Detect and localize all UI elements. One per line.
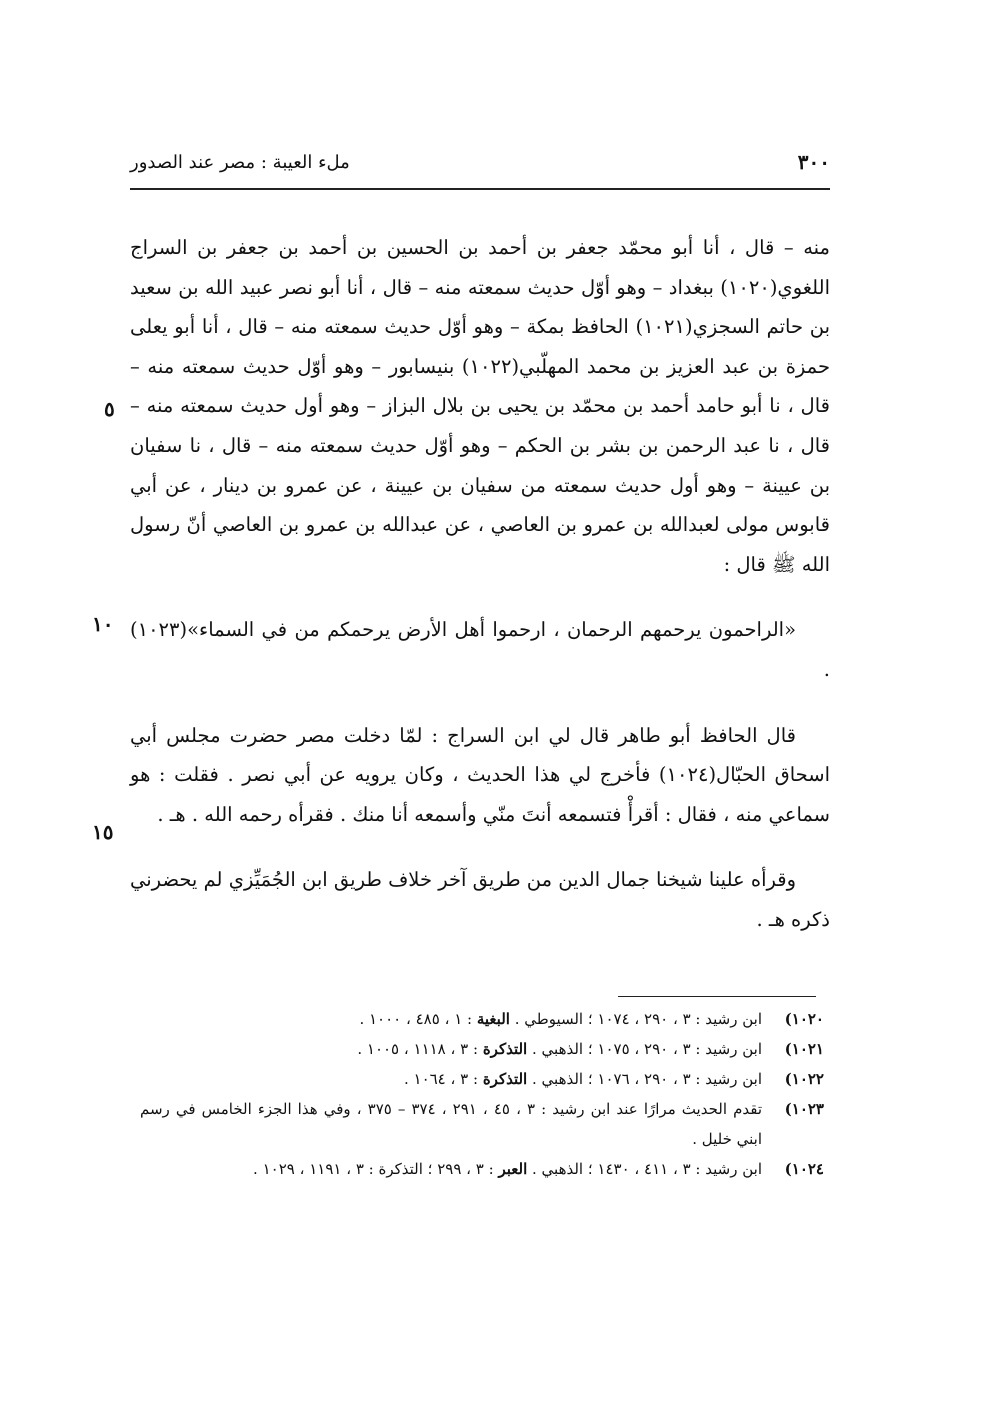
footnote-text: : ١ ، ٤٨٥ ، ١٠٠٠ . [359,1010,473,1028]
footnote-text: تقدم الحديث مرارًا عند ابن رشيد : ٣ ، ٤٥ ، ٢٩١ ، ٣٧٤ – ٣٧٥ ، وفي هذا الجزء الخامس في رسم ابني خليل . [140,1100,763,1148]
running-title: ملء العيبة : مصر عند الصدور [130,152,350,173]
paragraph-gap [130,834,830,860]
footnote-text: ابن رشيد : ٣ ، ٢٩٠ ، ١٠٧٦ ؛ الذهبي . [532,1070,762,1088]
footnote [140,1004,824,1034]
narration-paragraph: قال الحافظ أبو طاهر قال لي ابن السراج : لمّا دخلت مصر حضرت مجلس أبي اسحاق الحبّال(١٠٢٤) فأخرج لي هذا الحديث ، وكان يرويه عن أبي نصر . فقلت : هو سماعي منه ، فقال : أقرأْ فتسمعه أنتَ منّي وأسمعه أنا منك . فقرأه رحمه الله . هـ . [130,723,830,826]
footnote-text: ابن رشيد : ٣ ، ٤١١ ، ١٤٣٠ ؛ الذهبي . [532,1160,762,1178]
footnote-source-title: التذكرة [482,1040,528,1058]
footnote-number: ١٠٢٣) [784,1100,824,1118]
footnotes [140,1004,824,1184]
footnote-source-title: البغية [476,1010,510,1028]
footnote-text: ابن رشيد : ٣ ، ٢٩٠ ، ١٠٧٤ ؛ السيوطي . [514,1010,762,1028]
page-number: ٣٠٠ [797,150,830,174]
footnote-separator [618,996,816,997]
page-header [130,150,830,186]
footnote-text: : ٣ ، ٢٩٩ ؛ التذكرة : ٣ ، ١١٩١ ، ١٠٢٩ . [253,1160,494,1178]
footnote [140,1154,824,1184]
footnote-number: ١٠٢١) [784,1040,824,1058]
footnote [140,1094,824,1154]
paragraph-gap [130,690,830,716]
footnote [140,1034,824,1064]
line-number-15: ١٥ [92,820,114,844]
closing-paragraph: وقرأه علينا شيخنا جمال الدين من طريق آخر خلاف طريق ابن الجُمَيِّزي لم يحضرني ذكره هـ . [130,868,830,931]
main-text [130,228,830,940]
footnote-number: ١٠٢٤) [784,1160,824,1178]
line-number-5: ٥ [104,397,115,421]
footnote-source-title: العبر [498,1160,528,1178]
hadith-quote: «الراحمون يرحمهم الرحمان ، ارحموا أهل الأرض يرحمكم من في السماء»(١٠٢٣) . [130,618,830,681]
header-rule [130,188,830,190]
footnote-text: : ٣ ، ١٠٦٤ . [403,1070,479,1088]
footnote-text: : ٣ ، ١١١٨ ، ١٠٠٥ . [357,1040,479,1058]
footnote-source-title: التذكرة [482,1070,528,1088]
footnote-number: ١٠٢٠) [784,1010,824,1028]
line-number-10: ١٠ [92,612,114,636]
paragraph-gap [130,584,830,610]
isnad-paragraph: منه – قال ، أنا أبو محمّد جعفر بن أحمد بن الحسين بن أحمد بن جعفر بن السراج اللغوي(١٠٢٠) ببغداد – وهو أوّل حديث سمعته منه – قال ، أنا أبو نصر عبيد الله بن سعيد بن حاتم السجزي(١٠٢١) الحافظ بمكة – وهو أوّل حديث سمعته منه – قال ، أنا أبو يعلى حمزة بن عبد العزيز بن محمد المهلّبي(١٠٢٢) بنيسابور – وهو أوّل حديث سمعته منه – قال ، نا أبو حامد أحمد بن محمّد بن يحيى بن بلال البزاز – وهو أول حديث سمعته منه – قال ، نا عبد الرحمن بن بشر بن الحكم – وهو أوّل حديث سمعته منه – قال ، نا سفيان بن عيينة – وهو أول حديث سمعته من سفيان بن عيينة ، عن عمرو بن دينار ، عن أبي قابوس مولى لعبدالله بن عمرو بن العاصي ، عن عبدالله بن عمرو بن العاصي أنّ رسول الله ﷺ قال : [130,236,831,576]
footnote [140,1064,824,1094]
footnote-text: ابن رشيد : ٣ ، ٢٩٠ ، ١٠٧٥ ؛ الذهبي . [532,1040,762,1058]
footnote-number: ١٠٢٢) [784,1070,824,1088]
